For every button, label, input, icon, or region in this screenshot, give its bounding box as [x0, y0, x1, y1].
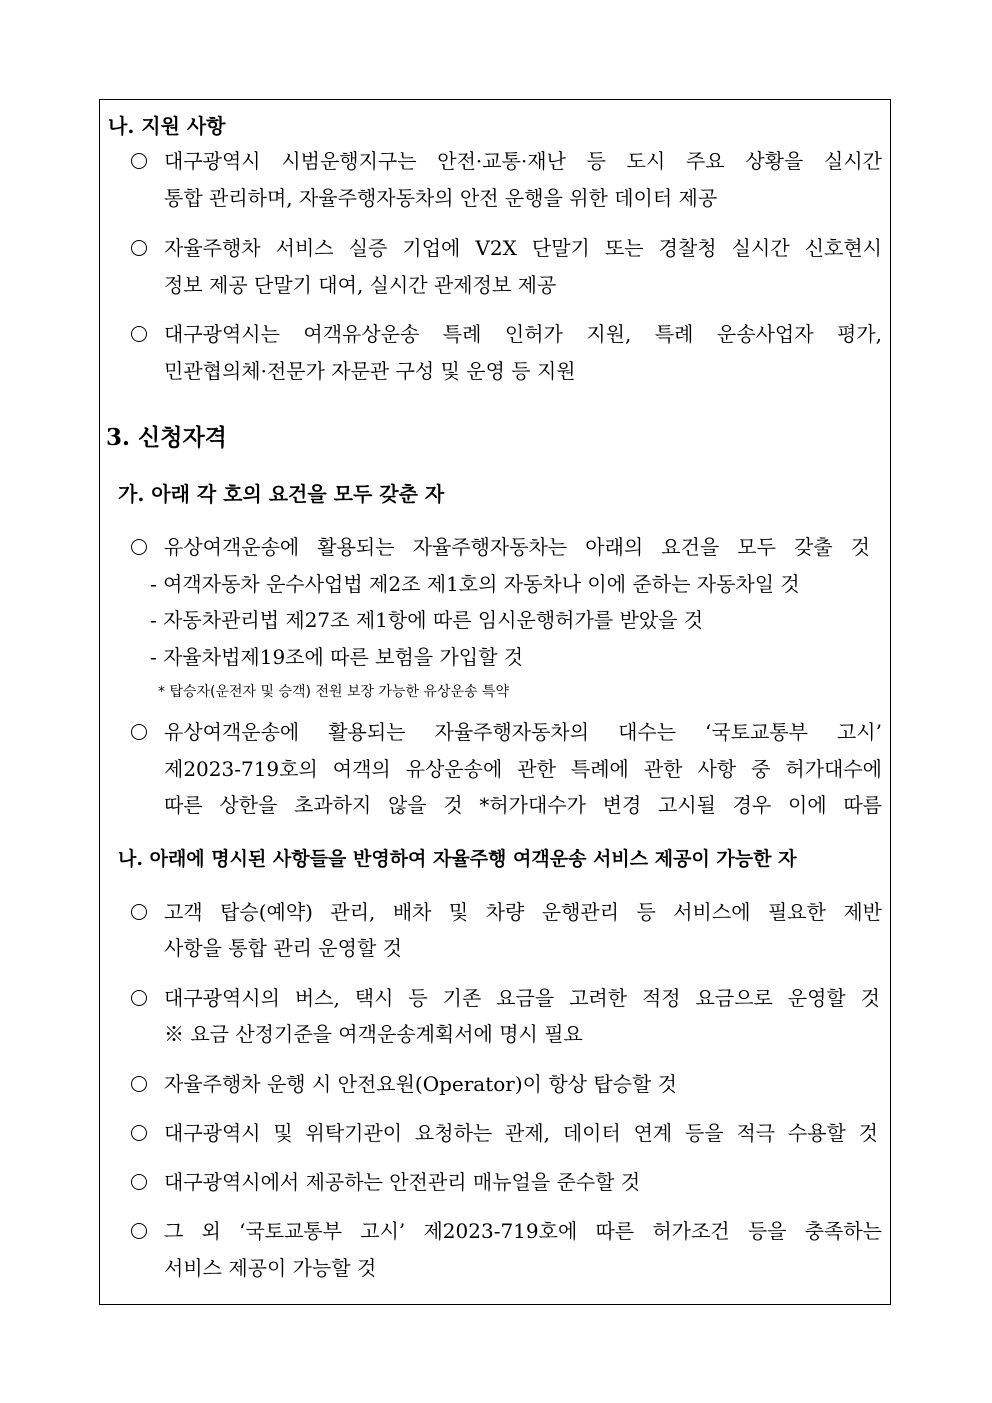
circle-bullet-icon [131, 326, 147, 342]
na-item-1-line2: 사항을 통합 관리 운영할 것 [164, 936, 402, 960]
support-item-2-line1: 자율주행차 서비스 실증 기업에 V2X 단말기 또는 경찰청 실시간 신호현시 [164, 236, 882, 260]
ga-item-1-dash2: - 자동차관리법 제27조 제1항에 따른 임시운행허가를 받았을 것 [150, 608, 704, 632]
na-item-2-line2: ※ 요금 산정기준을 여객운송계획서에 명시 필요 [164, 1022, 583, 1046]
ga-item-1-line1: 유상여객운송에 활용되는 자율주행자동차는 아래의 요건을 모두 갖출 것 [164, 535, 870, 559]
na-item-6-line2: 서비스 제공이 가능할 것 [164, 1256, 377, 1280]
na-item-6-line1: 그 외 ‘국토교통부 고시’ 제2023-719호에 따른 허가조건 등을 충족하는 [164, 1219, 882, 1243]
circle-bullet-icon [131, 1125, 147, 1141]
subsection-heading-ga: 가. 아래 각 호의 요건을 모두 갖춘 자 [118, 482, 445, 506]
ga-item-1-dash3: - 자율차법제19조에 따른 보험을 가입할 것 [150, 645, 524, 669]
circle-bullet-icon [131, 990, 147, 1006]
support-item-1-line1: 대구광역시 시범운행지구는 안전·교통·재난 등 도시 주요 상황을 실시간 [164, 149, 882, 173]
circle-bullet-icon [131, 240, 147, 256]
ga-item-2-line1: 유상여객운송에 활용되는 자율주행자동차의 대수는 ‘국토교통부 고시’ [164, 720, 882, 744]
circle-bullet-icon [131, 153, 147, 169]
circle-bullet-icon [131, 724, 147, 740]
ga-item-2-line2: 제2023-719호의 여객의 유상운송에 관한 특례에 관한 사항 중 허가대수에 [164, 757, 882, 781]
circle-bullet-icon [131, 1076, 147, 1092]
na-item-5-line1: 대구광역시에서 제공하는 안전관리 매뉴얼을 준수할 것 [164, 1170, 641, 1194]
ga-item-1-dash1: - 여객자동차 운수사업법 제2조 제1호의 자동차나 이에 준하는 자동차일 것 [150, 572, 800, 596]
support-item-3-line2: 민관협의체·전문가 자문관 구성 및 운영 등 지원 [164, 359, 576, 383]
support-item-2-line2: 정보 제공 단말기 대여, 실시간 관제정보 제공 [164, 273, 557, 297]
circle-bullet-icon [131, 1223, 147, 1239]
section-heading-eligibility: 3. 신청자격 [106, 424, 227, 451]
ga-item-1-note: * 탑승자(운전자 및 승객) 전원 보장 가능한 유상운송 특약 [158, 684, 510, 700]
circle-bullet-icon [131, 904, 147, 920]
na-item-1-line1: 고객 탑승(예약) 관리, 배차 및 차량 운행관리 등 서비스에 필요한 제반 [164, 900, 882, 924]
section-heading-support: 나. 지원 사항 [108, 114, 226, 138]
support-item-3-line1: 대구광역시는 여객유상운송 특례 인허가 지원, 특례 운송사업자 평가, [164, 322, 882, 346]
ga-item-2-line3: 따른 상한을 초과하지 않을 것 *허가대수가 변경 고시될 경우 이에 따름 [164, 793, 882, 817]
circle-bullet-icon [131, 1174, 147, 1190]
na-item-3-line1: 자율주행차 운행 시 안전요원(Operator)이 항상 탑승할 것 [164, 1072, 677, 1096]
support-item-1-line2: 통합 관리하며, 자율주행자동차의 안전 운행을 위한 데이터 제공 [164, 186, 718, 210]
subsection-heading-na: 나. 아래에 명시된 사항들을 반영하여 자율주행 여객운송 서비스 제공이 가능한 자 [118, 848, 797, 870]
na-item-2-line1: 대구광역시의 버스, 택시 등 기존 요금을 고려한 적정 요금으로 운영할 것 [164, 986, 880, 1010]
circle-bullet-icon [131, 539, 147, 555]
na-item-4-line1: 대구광역시 및 위탁기관이 요청하는 관제, 데이터 연계 등을 적극 수용할 것 [164, 1121, 878, 1145]
